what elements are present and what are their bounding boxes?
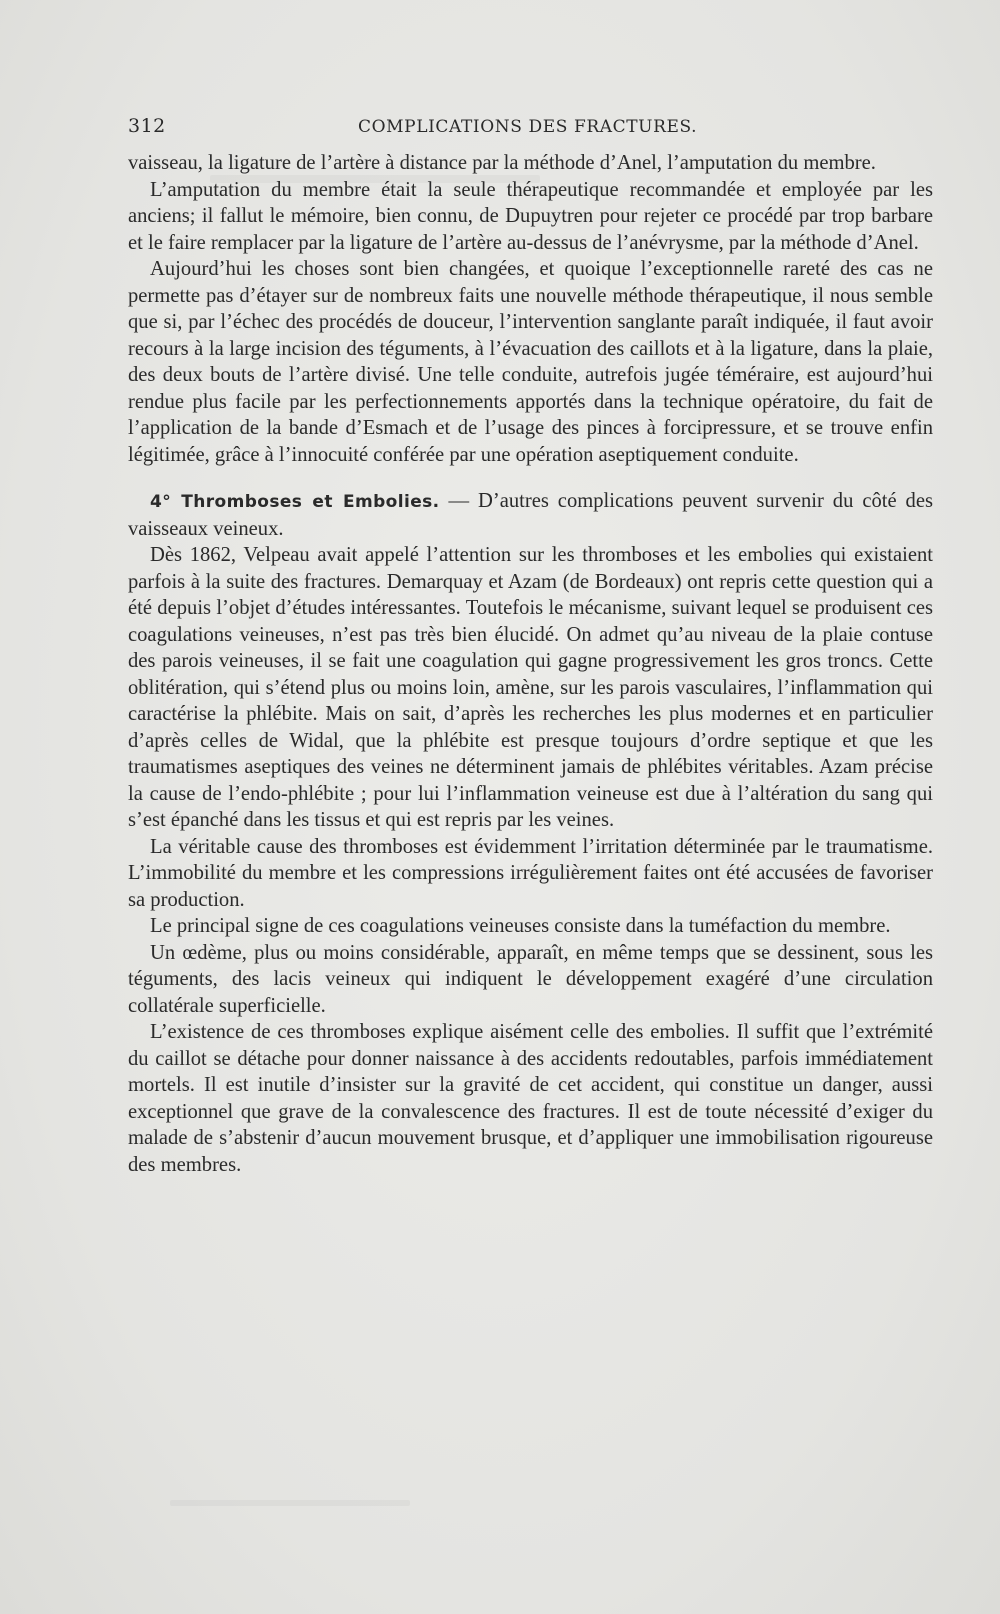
paragraph: vaisseau, la ligature de l’artère à distance par la méthode d’Anel, l’amputation du membre.	[128, 152, 876, 174]
paragraph: Un œdème, plus ou moins considérable, apparaît, en même temps que se dessinent, sous les téguments, des lacis veineux qui indiquent le développement exagéré d’une circulation collatérale superficielle.	[128, 941, 933, 1017]
paragraph: Le principal signe de ces coagulations veineuses consiste dans la tuméfaction du membre.	[150, 915, 891, 937]
paragraph: L’amputation du membre était la seule thérapeutique recommandée et employée par les anciens; il fallut le mémoire, bien connu, de Dupuytren pour rejeter ce procédé par trop barbare et le faire remplacer par la ligature de l’artère au-dessus de l’anévrysme, par la méthode d’Anel.	[128, 178, 933, 254]
paragraph: Aujourd’hui les choses sont bien changées, et quoique l’exceptionnelle rareté des cas ne permette pas d’étayer sur de nombreux faits une nouvelle méthode thérapeutique, il nous semble que si, par l’échec des procédés de douceur, l’intervention sanglante paraît indiquée, il faut avoir recours à la large incision des téguments, à l’évacuation des caillots et à la ligature, dans la plaie, des deux bouts de l’artère divisé. Une telle conduite, autrefois jugée téméraire, est aujourd’hui rendue plus facile par les perfectionnements apportés dans la technique opératoire, du fait de l’application de la bande d’Esmach et de l’usage des pinces à forcipressure, et se trouve enfin légitimée, grâce à l’innocuité conférée par une opération aseptiquement conduite.	[128, 258, 933, 466]
body-text	[128, 150, 933, 1178]
running-title: COMPLICATIONS DES FRACTURES.	[358, 117, 698, 137]
page-number: 312	[128, 115, 166, 137]
paragraph: La véritable cause des thromboses est évidemment l’irritation déterminée par le traumatisme. L’immobilité du membre et les compressions irrégulièrement faites ont été accusées de favoriser sa production.	[128, 835, 933, 911]
paragraph: L’existence de ces thromboses explique aisément celle des embolies. Il suffit que l’extrémité du caillot se détache pour donner naissance à des accidents redoutables, parfois immédiatement mortels. Il est inutile d’insister sur la gravité de cet accident, qui constitue un danger, aussi exceptionnel que grave de la convalescence des fractures. Il est de toute nécessité d’exiger du malade de s’abstenir d’aucun mouvement brusque, et d’appliquer une immobilisation rigoureuse des membres.	[128, 1021, 933, 1176]
paragraph: Dès 1862, Velpeau avait appelé l’attention sur les thromboses et les embolies qui existaient parfois à la suite des fractures. Demarquay et Azam (de Bordeaux) ont repris cette question qui a été depuis l’objet d’études intéressantes. Toutefois le mécanisme, suivant lequel se produisent ces coagulations veineuses, n’est pas très bien élucidé. On admet qu’au niveau de la plaie contuse des parois veineuses, il se fait une coagulation qui gagne progressivement les gros troncs. Cette oblitération, qui s’étend plus ou moins loin, amène, sur les parois vasculaires, l’inflammation qui caractérise la phlébite. Mais on sait, d’après les recherches les plus modernes et en particulier d’après celles de Widal, que la phlébite est presque toujours d’ordre septique et que les traumatismes aseptiques des veines ne déterminent jamais de phlébites véritables. Azam précise la cause de l’endo-phlébite ; pour lui l’inflammation veineuse est due à l’altération du sang qui s’est épanché dans les tissus et qui est repris par les veines.	[128, 544, 933, 831]
bleed-through-mark	[170, 1500, 410, 1506]
section-paragraph	[128, 488, 933, 542]
section-intro: — D’autres complications peuvent survenir du côté des vaisseaux veineux.	[128, 490, 933, 540]
section-heading: 4° Thromboses et Embolies.	[150, 492, 440, 512]
running-head	[128, 115, 933, 145]
